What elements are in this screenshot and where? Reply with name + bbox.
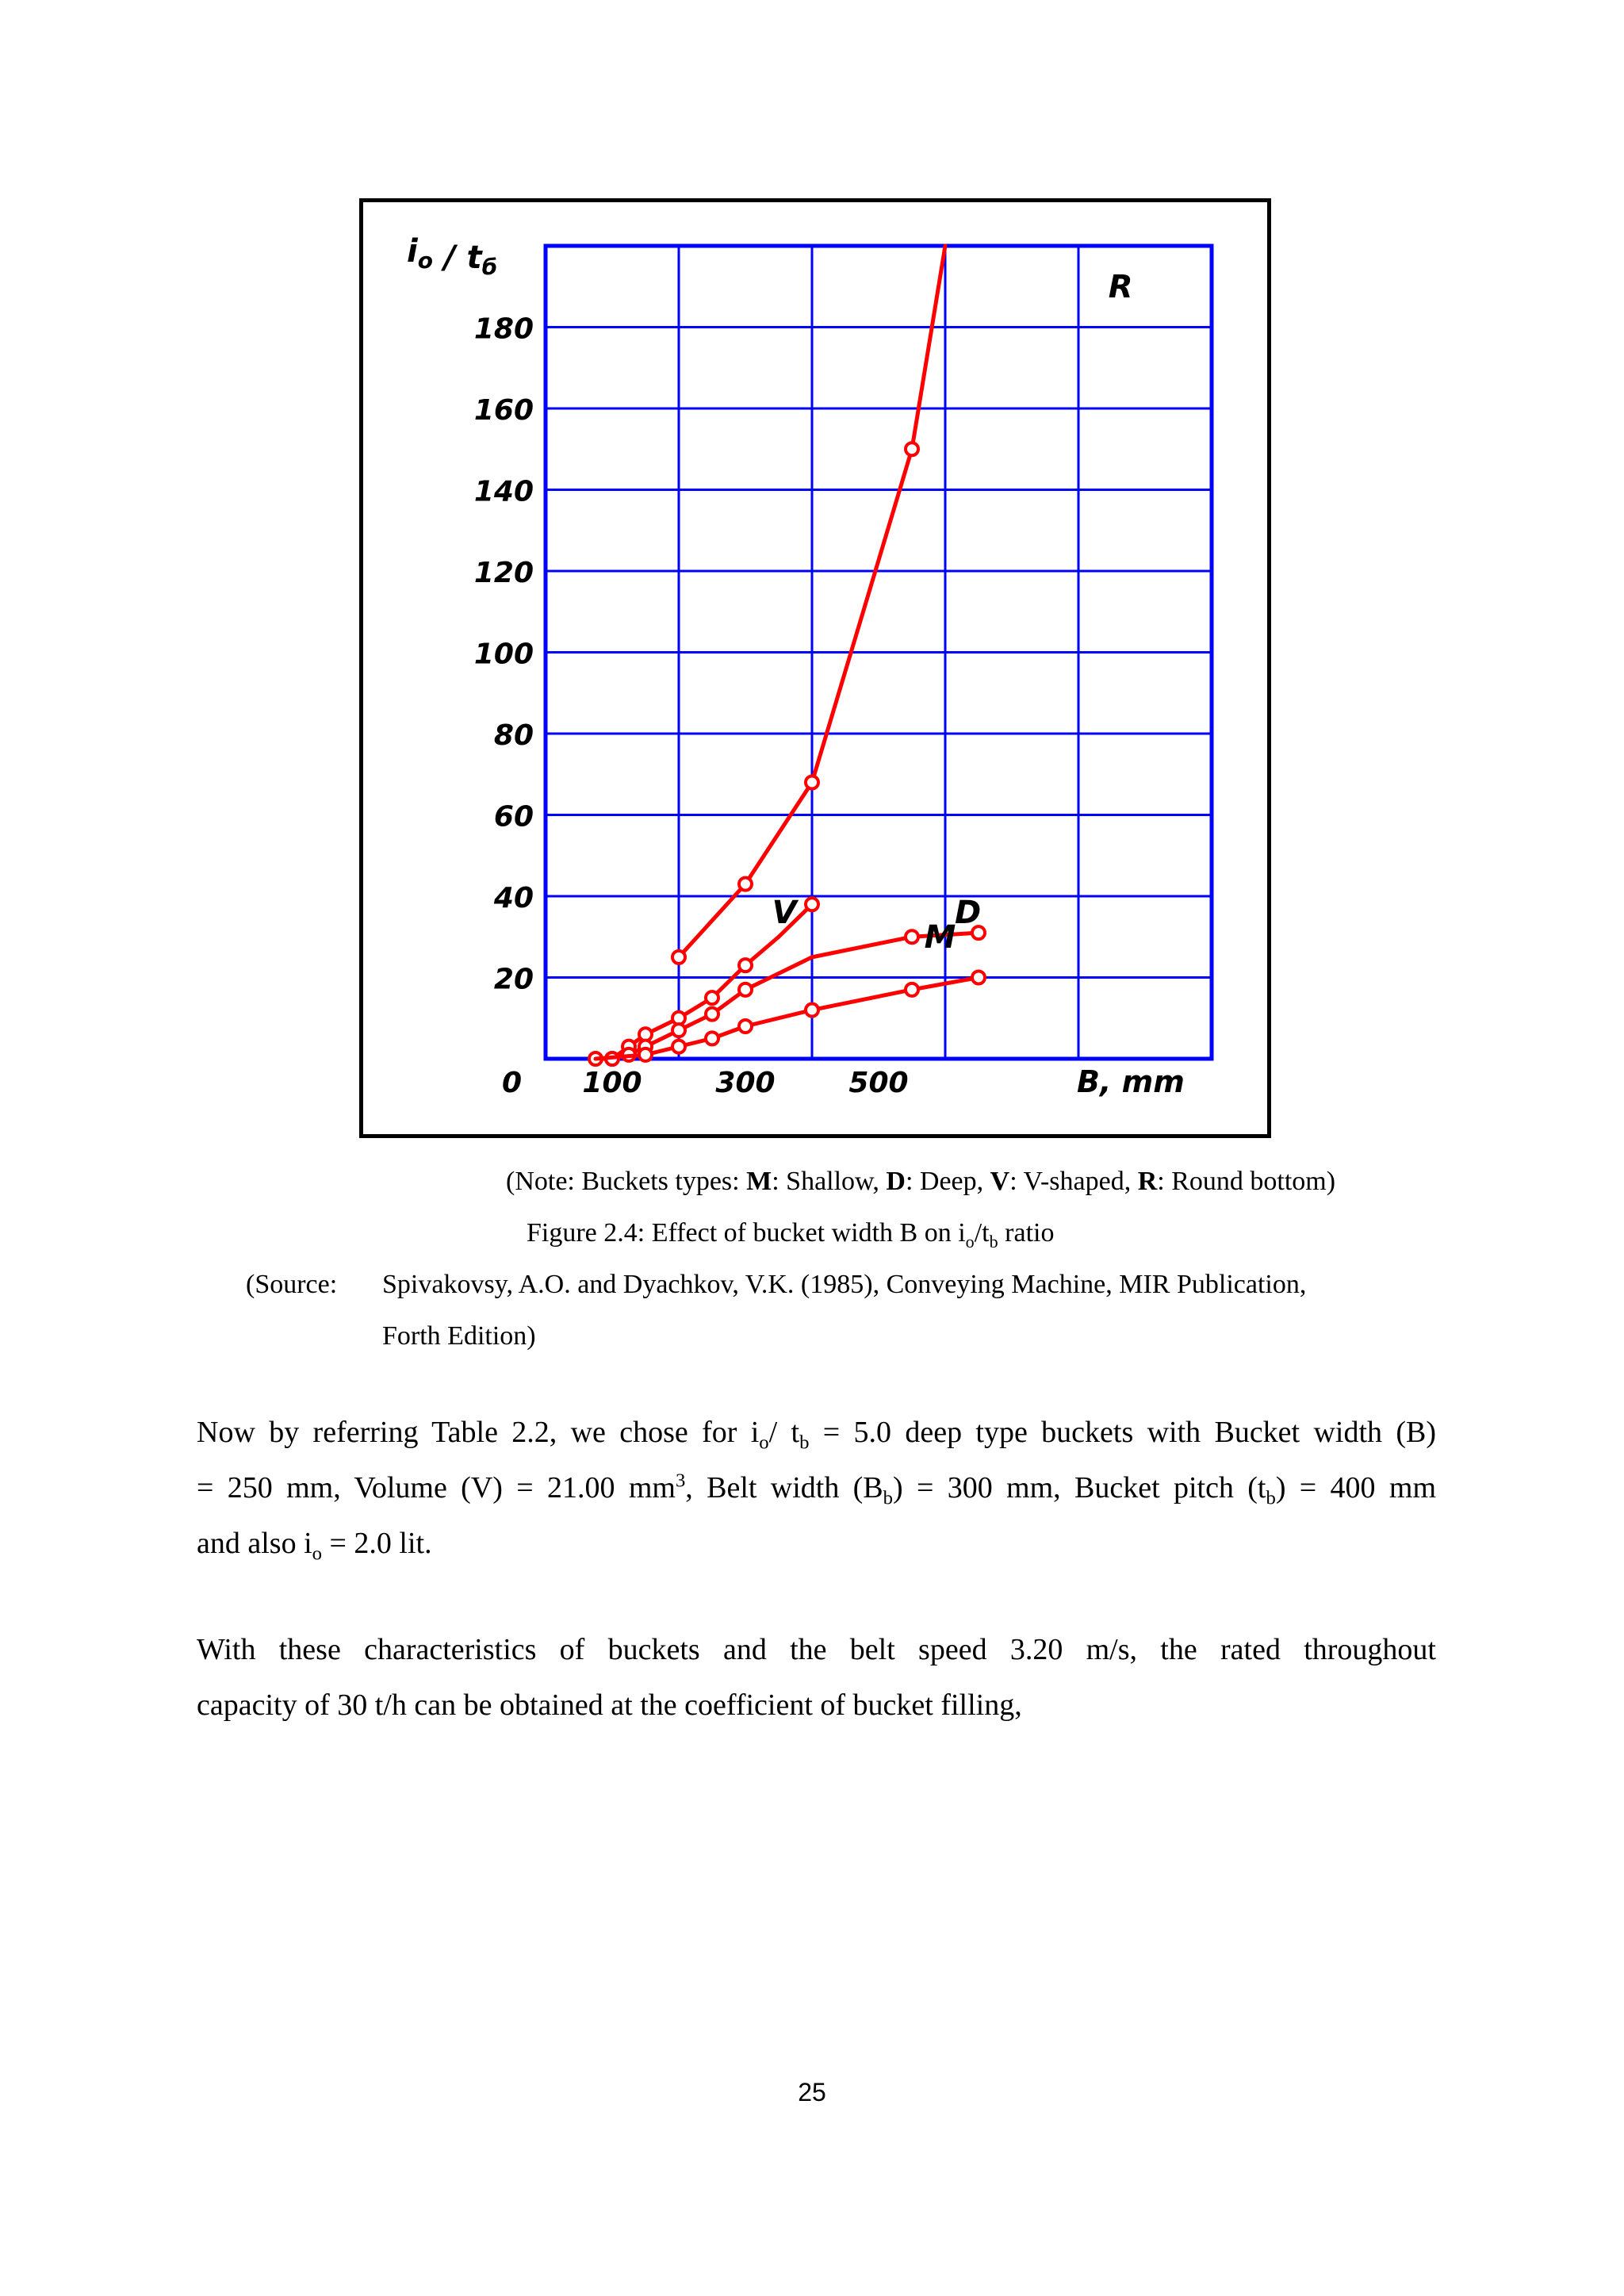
y-tick-label: 140 bbox=[473, 475, 534, 508]
data-point-M bbox=[806, 1004, 818, 1017]
y-tick-label: 80 bbox=[493, 719, 534, 752]
bucket-width-chart bbox=[363, 202, 1267, 1134]
page-number: 25 bbox=[798, 2078, 826, 2106]
series-label-M: M bbox=[924, 918, 956, 956]
data-point-R bbox=[672, 951, 685, 964]
figure-frame bbox=[359, 198, 1271, 1138]
y-tick-label: 20 bbox=[493, 963, 534, 996]
y-tick-label: 180 bbox=[473, 312, 534, 346]
data-point-R bbox=[739, 878, 752, 891]
x-tick-label: 100 bbox=[582, 1067, 642, 1099]
y-tick-label: 120 bbox=[473, 557, 534, 589]
x-tick-label: 300 bbox=[715, 1067, 776, 1099]
data-point-M bbox=[672, 1041, 685, 1053]
data-point-V bbox=[706, 991, 718, 1004]
y-tick-label: 100 bbox=[473, 638, 534, 671]
chart-labels bbox=[407, 233, 1185, 1099]
y-tick-label: 40 bbox=[493, 882, 534, 914]
paragraph-line: capacity of 30 t/h can be obtained at the coefficient of bucket filling, bbox=[197, 1688, 1022, 1722]
y-axis-label: $i_o / t_б$ bbox=[407, 233, 498, 280]
source-label: (Source: bbox=[246, 1270, 338, 1299]
y-tick-label: 160 bbox=[473, 394, 534, 427]
x-axis-label: B, mm bbox=[1077, 1064, 1185, 1099]
data-point-M bbox=[639, 1048, 652, 1061]
paragraph-line: and also $i_o = 2.0$ lit. bbox=[197, 1527, 432, 1565]
series-line-D bbox=[596, 933, 979, 1059]
data-point-D bbox=[706, 1008, 718, 1021]
bucket-types-note: (Note: Buckets types: M: Shallow, D: Deep, V: V-shaped, R: Round bottom) bbox=[506, 1167, 1336, 1196]
x-tick-label: 500 bbox=[848, 1067, 909, 1099]
data-point-M bbox=[972, 972, 985, 984]
series-label-V: V bbox=[772, 895, 797, 932]
series-label-D: D bbox=[955, 895, 982, 932]
paragraph-table-reference bbox=[197, 1405, 1436, 1571]
paragraph-line: With these characteristics of buckets and the belt speed 3.20 m/s, the rated throughout bbox=[197, 1633, 1436, 1666]
paragraph-line: = 250 mm, Volume (V) = 21.00 $mm^3$, Belt width $(B_b) = 300$ mm, Bucket pitch $(t_b) = 400$ mm bbox=[197, 1470, 1437, 1509]
data-point-D bbox=[672, 1024, 685, 1037]
data-point-R bbox=[906, 443, 918, 455]
data-point-R bbox=[806, 776, 818, 789]
paragraph-line: Now by referring Table 2.2, we chose for $i_o/$ $t_b = 5.0$ deep type buckets with Bucket width (B) bbox=[197, 1416, 1436, 1454]
chart-grid bbox=[546, 246, 1212, 1059]
data-point-M bbox=[706, 1032, 718, 1045]
data-point-D bbox=[739, 983, 752, 996]
y-tick-label: 60 bbox=[493, 800, 534, 834]
paragraph-capacity bbox=[197, 1622, 1436, 1733]
source-line-2: Forth Edition) bbox=[382, 1321, 536, 1351]
data-point-D bbox=[906, 930, 918, 943]
data-point-V bbox=[806, 898, 818, 910]
y-tick-label: 0 bbox=[501, 1067, 522, 1099]
source-line-1: Spivakovsy, A.O. and Dyachkov, V.K. (1985), Conveying Machine, MIR Publication, bbox=[382, 1270, 1307, 1299]
series-label-R: R bbox=[1108, 268, 1133, 305]
data-point-M bbox=[739, 1020, 752, 1033]
data-point-M bbox=[906, 983, 918, 996]
data-point-V bbox=[739, 959, 752, 972]
figure-caption: Figure 2.4: Effect of bucket width B on $i_o/t_b$ ratio bbox=[527, 1218, 1055, 1251]
